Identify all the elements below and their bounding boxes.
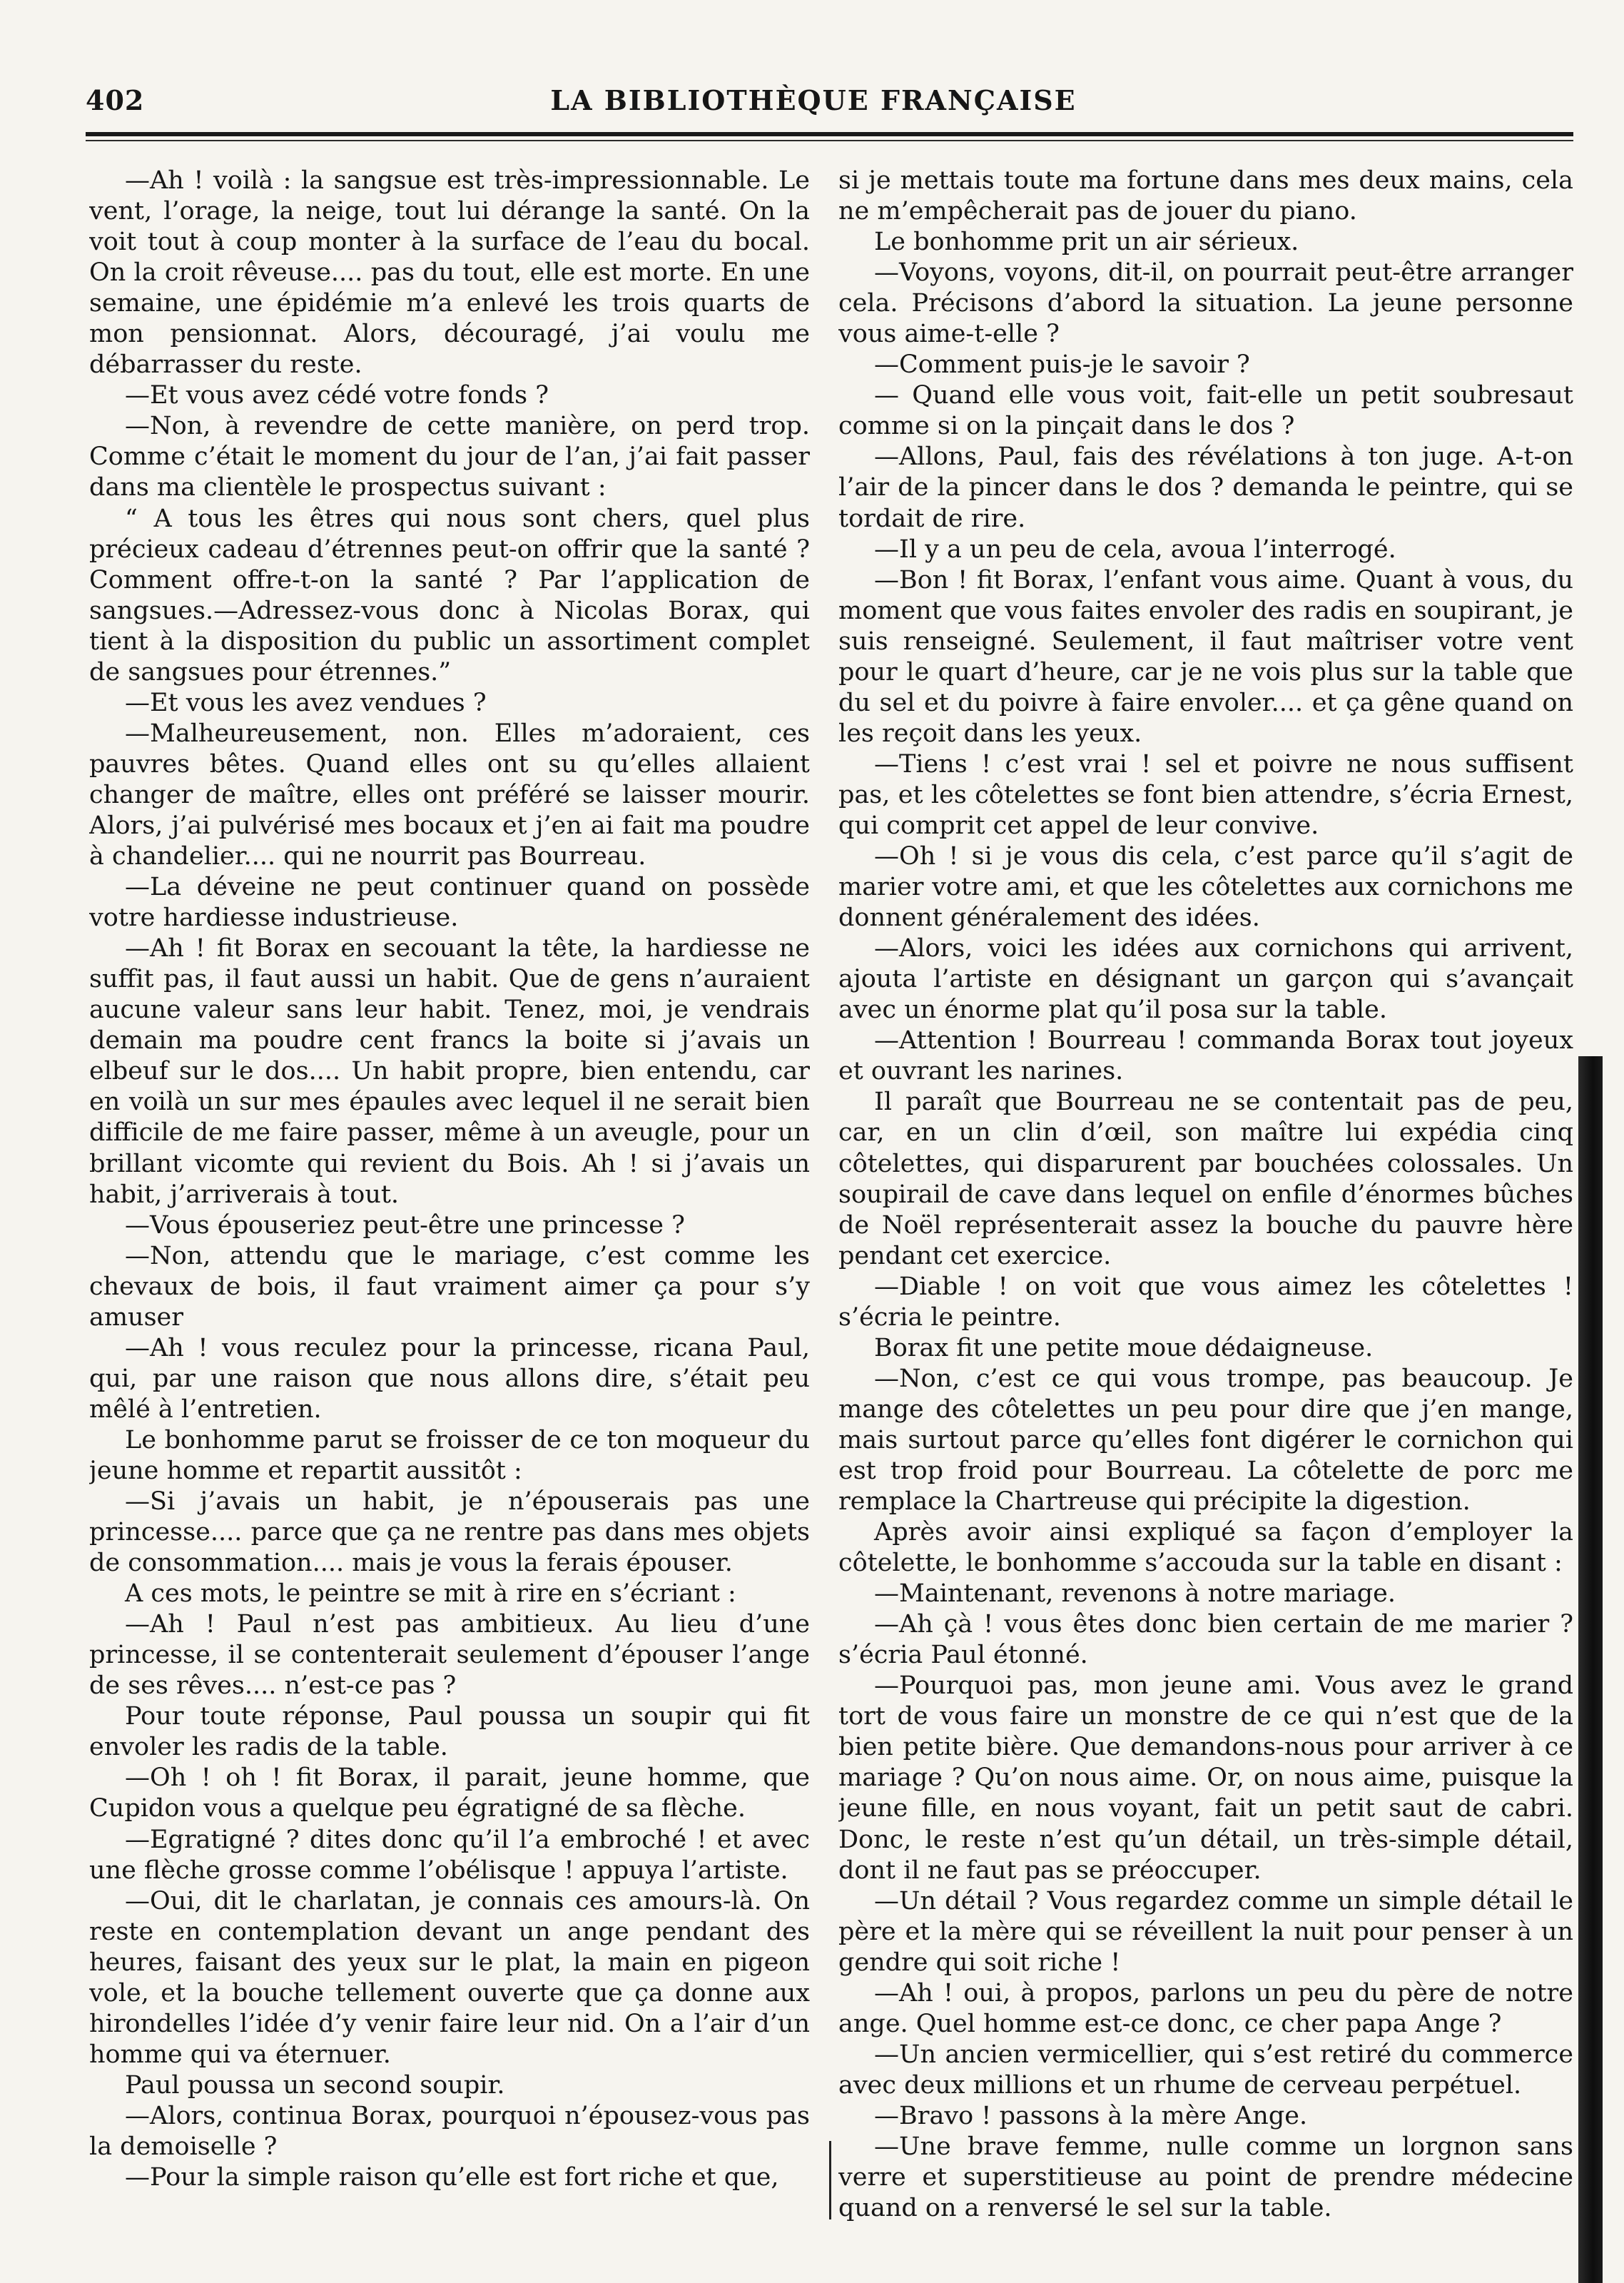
- page-header: [86, 84, 1541, 127]
- paragraph: —Bravo ! passons à la mère Ange.: [874, 2101, 1308, 2130]
- paragraph: —Alors, continua Borax, pourquoi n’épousez-vous pas la demoiselle ?: [89, 2101, 810, 2161]
- running-title: LA BIBLIOTHÈQUE FRANÇAISE: [550, 84, 1077, 116]
- paragraph: —Vous épouseriez peut-être une princesse ?: [125, 1210, 685, 1240]
- paragraph: —Ah ! fit Borax en secouant la tête, la hardiesse ne suffit pas, il faut aussi un habit. Que de gens n’auraient aucune valeur sans leur habit. Tenez, moi, je vendrais demain ma poudre cent francs la boite si j’avais un elbeuf sur le dos.... Un habit propre, bien entendu, car en voilà un sur mes épaules avec lequel il ne serait bien difficile de me faire passer, même à un aveugle, pour un brillant vicomte qui revient du Bois. Ah ! si j’avais un habit, j’arriverais à tout.: [89, 934, 810, 1209]
- paragraph: —Un ancien vermicellier, qui s’est retiré du commerce avec deux millions et un rhume de cerveau perpétuel.: [838, 2040, 1573, 2100]
- paragraph: —Oh ! oh ! fit Borax, il parait, jeune homme, que Cupidon vous a quelque peu égratigné de sa flèche.: [89, 1763, 810, 1823]
- paragraph: —La déveine ne peut continuer quand on possède votre hardiesse industrieuse.: [89, 873, 810, 933]
- paragraph: —Diable ! on voit que vous aimez les côtelettes ! s’écria le peintre.: [838, 1272, 1573, 1332]
- paragraph: —Malheureusement, non. Elles m’adoraient, ces pauvres bêtes. Quand elles ont su qu’elles allaient changer de maître, elles ont préféré se laisser mourir. Alors, j’ai pulvérisé mes bocaux et j’en ai fait ma poudre à chandelier.... qui ne nourrit pas Bourreau.: [89, 719, 810, 871]
- paragraph: —Oui, dit le charlatan, je connais ces amours-là. On reste en contemplation devant un ange pendant des heures, faisant des yeux sur le plat, la main en pigeon vole, et la bouche tellement ouverte que ça donne aux hirondelles l’idée d’y venir faire leur nid. On a l’air d’un homme qui va éternuer.: [89, 1886, 810, 2069]
- paragraph: —Voyons, voyons, dit-il, on pourrait peut-être arranger cela. Précisons d’abord la situation. La jeune personne vous aime-t-elle ?: [838, 258, 1573, 349]
- paragraph: —Oh ! si je vous dis cela, c’est parce qu’il s’agit de marier votre ami, et que les côtelettes aux cornichons me donnent généralement des idées.: [838, 842, 1573, 933]
- paragraph: —Non, c’est ce qui vous trompe, pas beaucoup. Je mange des côtelettes un peu pour dire que j’en mange, mais surtout parce qu’elles font digérer le cornichon qui est trop froid pour Bourreau. La côtelette de porc me remplace la Chartreuse qui précipite la digestion.: [838, 1364, 1573, 1517]
- paragraph: —Pour la simple raison qu’elle est fort riche et que,: [125, 2163, 779, 2192]
- paragraph: —Ah ! vous reculez pour la princesse, ricana Paul, qui, par une raison que nous allons dire, s’était peu mêlé à l’entretien.: [89, 1333, 810, 1424]
- paragraph: “ A tous les êtres qui nous sont chers, quel plus précieux cadeau d’étrennes peut-on offrir que la santé ? Comment offre-t-on la santé ? Par l’application de sangsues.—Adressez-vous donc à Nicolas Borax, qui tient à la disposition du public un assortiment complet de sangsues pour étrennes.”: [89, 504, 810, 687]
- page-number: 402: [86, 84, 145, 116]
- paragraph: —Allons, Paul, fais des révélations à ton juge. A-t-on l’air de la pincer dans le dos ? demanda le peintre, qui se tordait de rire.: [838, 442, 1573, 533]
- paragraph: —Attention ! Bourreau ! commanda Borax tout joyeux et ouvrant les narines.: [838, 1026, 1573, 1086]
- paragraph: A ces mots, le peintre se mit à rire en s’écriant :: [125, 1579, 736, 1609]
- paragraph: si je mettais toute ma fortune dans mes deux mains, cela ne m’empêcherait pas de jouer du piano.: [838, 166, 1573, 226]
- paragraph: Il paraît que Bourreau ne se contentait pas de peu, car, en un clin d’œil, son maître lui expédia cinq côtelettes, qui disparurent par bouchées colossales. Un soupirail de cave dans lequel on enfile d’énormes bûches de Noël représenterait assez la bouche du pauvre hère pendant cet exercice.: [838, 1088, 1573, 1270]
- paragraph: Pour toute réponse, Paul poussa un soupir qui fit envoler les radis de la table.: [89, 1702, 810, 1762]
- paragraph: —Tiens ! c’est vrai ! sel et poivre ne nous suffisent pas, et les côtelettes se font bien attendre, s’écria Ernest, qui comprit cet appel de leur convive.: [838, 749, 1573, 840]
- paragraph: —Maintenant, revenons à notre mariage.: [874, 1579, 1396, 1609]
- header-rule-thin: [86, 140, 1573, 141]
- paragraph: —Et vous les avez vendues ?: [125, 688, 487, 717]
- paragraph: —Pourquoi pas, mon jeune ami. Vous avez le grand tort de vous faire un monstre de ce qui n’est que de la bien petite bière. Que demandons-nous pour arriver à ce mariage ? Qu’on nous aime. Or, on nous aime, puisque la jeune fille, en nous voyant, fait un petit saut de cabri. Donc, le reste n’est qu’un détail, un très-simple détail, dont il ne faut pas se préoccuper.: [838, 1671, 1573, 1885]
- paragraph: —Alors, voici les idées aux cornichons qui arrivent, ajouta l’artiste en désignant un garçon qui s’avançait avec un énorme plat qu’il posa sur la table.: [838, 934, 1573, 1025]
- page-edge-shadow: [1578, 1056, 1603, 2283]
- paragraph: —Ah ! Paul n’est pas ambitieux. Au lieu d’une princesse, il se contenterait seulement d’épouser l’ange de ses rêves.... n’est-ce pas ?: [89, 1610, 810, 1701]
- paragraph: —Il y a un peu de cela, avoua l’interrogé.: [874, 535, 1396, 564]
- paragraph: —Comment puis-je le savoir ?: [874, 350, 1250, 380]
- paragraph: —Un détail ? Vous regardez comme un simple détail le père et la mère qui se réveillent la nuit pour penser à un gendre qui soit riche !: [838, 1886, 1573, 1977]
- left-column: [89, 166, 810, 2249]
- paragraph: —Et vous avez cédé votre fonds ?: [125, 381, 549, 410]
- paragraph: —Si j’avais un habit, je n’épouserais pas une princesse.... parce que ça ne rentre pas dans mes objets de consommation.... mais je vous la ferais épouser.: [89, 1487, 810, 1578]
- paragraph: Après avoir ainsi expliqué sa façon d’employer la côtelette, le bonhomme s’accouda sur la table en disant :: [838, 1518, 1573, 1578]
- paragraph: Le bonhomme parut se froisser de ce ton moqueur du jeune homme et repartit aussitôt :: [89, 1425, 810, 1485]
- header-rule-thick: [86, 132, 1573, 136]
- paragraph: —Non, à revendre de cette manière, on perd trop. Comme c’était le moment du jour de l’an, j’ai fait passer dans ma clientèle le prospectus suivant :: [89, 412, 810, 502]
- right-column: [838, 166, 1573, 2249]
- paragraph: —Ah çà ! vous êtes donc bien certain de me marier ? s’écria Paul étonné.: [838, 1610, 1573, 1670]
- paragraph: — Quand elle vous voit, fait-elle un petit soubresaut comme si on la pinçait dans le dos ?: [838, 381, 1573, 441]
- paragraph: —Non, attendu que le mariage, c’est comme les chevaux de bois, il faut vraiment aimer ça pour s’y amuser: [89, 1241, 810, 1332]
- paragraph: Paul poussa un second soupir.: [125, 2070, 505, 2100]
- paragraph: —Egratigné ? dites donc qu’il l’a embroché ! et avec une flèche grosse comme l’obélisque ! appuya l’artiste.: [89, 1825, 810, 1885]
- paragraph: —Bon ! fit Borax, l’enfant vous aime. Quant à vous, du moment que vous faites envoler des radis en soupirant, je suis renseigné. Seulement, il faut maîtriser votre vent pour le quart d’heure, car je ne vois plus sur la table que du sel et du poivre à faire envoler.... et ça gêne quand on les reçoit dans les yeux.: [838, 565, 1573, 748]
- paragraph: Borax fit une petite moue dédaigneuse.: [874, 1333, 1374, 1362]
- paragraph: Le bonhomme prit un air sérieux.: [874, 228, 1299, 257]
- column-divider: [829, 2141, 831, 2219]
- paragraph: —Ah ! voilà : la sangsue est très-impressionnable. Le vent, l’orage, la neige, tout lui dérange la santé. On la voit tout à coup monter à la surface de l’eau du bocal. On la croit rêveuse.... pas du tout, elle est morte. En une semaine, une épidémie m’a enlevé les trois quarts de mon pensionnat. Alors, découragé, j’ai voulu me débarrasser du reste.: [89, 166, 810, 380]
- paragraph: —Une brave femme, nulle comme un lorgnon sans verre et superstitieuse au point de prendre médecine quand on a renversé le sel sur la table.: [838, 2132, 1573, 2223]
- paragraph: —Ah ! oui, à propos, parlons un peu du père de notre ange. Quel homme est-ce donc, ce cher papa Ange ?: [838, 1978, 1573, 2038]
